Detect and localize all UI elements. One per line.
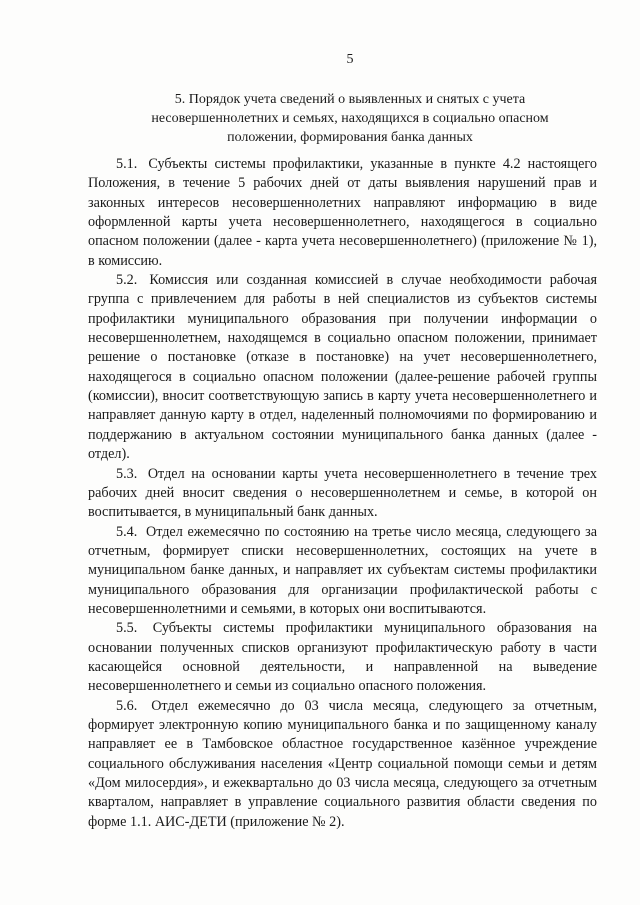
paragraph-5-1 bbox=[88, 155, 597, 271]
paragraph-text: Отдел ежемесячно по состоянию на третье число месяца, следующего за отчетным, формирует списки несовершеннолетних, состоящих на учете в муниципальном банке данных, и направляет их субъектам системы профилактики муниципального образования для организации профилактической работы с несовершеннолетними и семьями, в которых они воспитываются. bbox=[88, 523, 597, 617]
paragraph-text: Комиссия или созданная комиссией в случае необходимости рабочая группа с привлечением для работы в ней специалистов из субъектов системы профилактики муниципального образования при получении информации о несовершеннолетнем, находящемся в социально опасном положении, принимает решение о постановке (отказе в постановке) на учет несовершеннолетнего, находящегося в социально опасном положении (далее-решение рабочей группы (комиссии), вносит соответствующую запись в карту учета несовершеннолетнего и направляет данную карту в отдел, наделенный полномочиями по формированию и поддержанию в актуальном состоянии муниципального банка данных (далее - отдел). bbox=[88, 272, 598, 463]
paragraph-text: Отдел на основании карты учета несовершеннолетнего в течение трех рабочих дней вносит сведения о несовершеннолетнем и семье, в которой он воспитывается, в муниципальный банк данных. bbox=[88, 465, 597, 521]
paragraph-5-6 bbox=[88, 697, 597, 832]
paragraph-5-5 bbox=[88, 619, 597, 696]
paragraph-text: Субъекты системы профилактики муниципального образования на основании полученных списков организуют профилактическую работу в части касающейся основной деятельности, и направленной на выведение несовершеннолетнего и семьи из социально опасного положения. bbox=[88, 620, 597, 695]
paragraph-number: 5.5. bbox=[116, 620, 138, 637]
paragraph-number: 5.1. bbox=[116, 156, 138, 172]
paragraph-5-3 bbox=[88, 465, 597, 523]
paragraph-number: 5.4. bbox=[116, 523, 138, 540]
paragraph-number: 5.6. bbox=[116, 697, 138, 714]
section-heading: 5. Порядок учета сведений о выявленных и снятых с учета несовершеннолетних и семьях, находящихся в социально опасном положении, формирования банка данных bbox=[151, 92, 549, 145]
paragraph-5-4 bbox=[88, 523, 597, 620]
page-number: 5 bbox=[346, 52, 354, 67]
paragraph-text: Субъекты системы профилактики, указанные в пункте 4.2 настоящего Положения, в течение 5 рабочих дней от даты выявления нарушений прав и законных интересов несовершеннолетних направляют информацию в виде оформленной карты учета несовершеннолетнего, находящегося в социально опасном положении (далее - карта учета несовершеннолетнего) (приложение № 1), в комиссию. bbox=[88, 156, 597, 269]
paragraph-5-2 bbox=[88, 271, 597, 464]
paragraph-text: Отдел ежемесячно до 03 числа месяца, следующего за отчетным, формирует электронную копию муниципального банка и по защищенному каналу направляет ее в Тамбовское областное государственное казённое учреждение социального обслуживания населения «Центр социальной помощи семьи и детям «Дом милосердия», и ежеквартально до 03 числа месяца, следующего за отчетным кварталом, направляет в управление социального развития области сведения по форме 1.1. АИС-ДЕТИ (приложение № 2). bbox=[88, 697, 597, 830]
document-body bbox=[88, 155, 597, 832]
paragraph-number: 5.3. bbox=[116, 465, 138, 482]
paragraph-number: 5.2. bbox=[116, 272, 138, 289]
